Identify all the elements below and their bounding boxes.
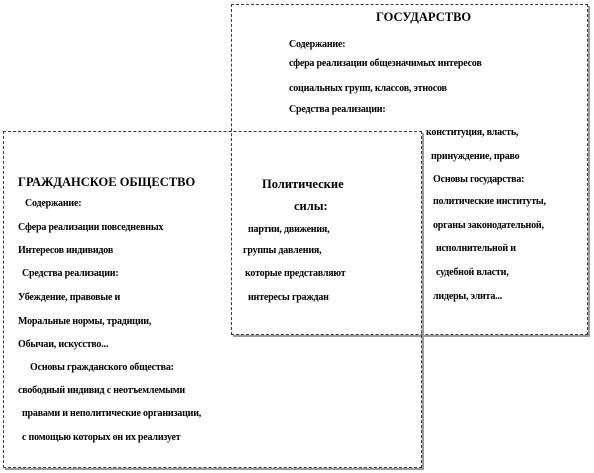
political-forces-title: Политические	[262, 177, 344, 191]
civil-content-line: Интересов индивидов	[18, 245, 114, 256]
civil-foundations-heading: Основы гражданского общества:	[30, 362, 174, 373]
political-forces-line: интересы граждан	[248, 292, 329, 303]
state-content-line: социальных групп, классов, этносов	[289, 83, 447, 94]
political-forces-line: партии, движения,	[248, 224, 330, 235]
civil-content-heading: Содержание:	[25, 198, 82, 209]
civil-means-heading: Средства реализации:	[22, 268, 119, 279]
civil-means-line: Убеждение, правовые и	[18, 292, 121, 303]
civil-foundations-line: с помощью которых он их реализует	[22, 432, 181, 443]
political-forces-line: которые представляют	[245, 268, 346, 279]
state-means-heading: Средства реализации:	[289, 104, 386, 115]
state-foundations-heading: Основы государства:	[433, 174, 525, 185]
state-foundations-line: исполнительной и	[436, 243, 516, 254]
civil-society-title: ГРАЖДАНСКОЕ ОБЩЕСТВО	[18, 175, 196, 189]
state-foundations-line: органы законодательной,	[433, 220, 544, 231]
state-means-line: конституция, власть,	[426, 127, 519, 138]
civil-foundations-line: свободный индивид с неотъемлемыми	[18, 385, 185, 396]
state-foundations-line: судебной власти,	[436, 267, 509, 278]
state-content-line: сфера реализации общезначимых интересов	[289, 58, 482, 69]
state-title: ГОСУДАРСТВО	[376, 10, 472, 24]
civil-foundations-line: правами и неполитические организации,	[22, 408, 202, 419]
civil-means-line: Моральные нормы, традиции,	[18, 316, 152, 327]
state-content-heading: Содержание:	[289, 39, 346, 50]
civil-content-line: Сфера реализации повседневных	[18, 222, 164, 233]
political-forces-subtitle: силы:	[294, 199, 328, 213]
state-means-line: принуждение, право	[431, 151, 520, 162]
state-foundations-line: лидеры, элита...	[433, 291, 503, 302]
civil-means-line: Обычаи, искусство...	[18, 339, 109, 350]
political-forces-line: группы давления,	[243, 245, 322, 256]
state-foundations-line: политические институты,	[433, 196, 546, 207]
